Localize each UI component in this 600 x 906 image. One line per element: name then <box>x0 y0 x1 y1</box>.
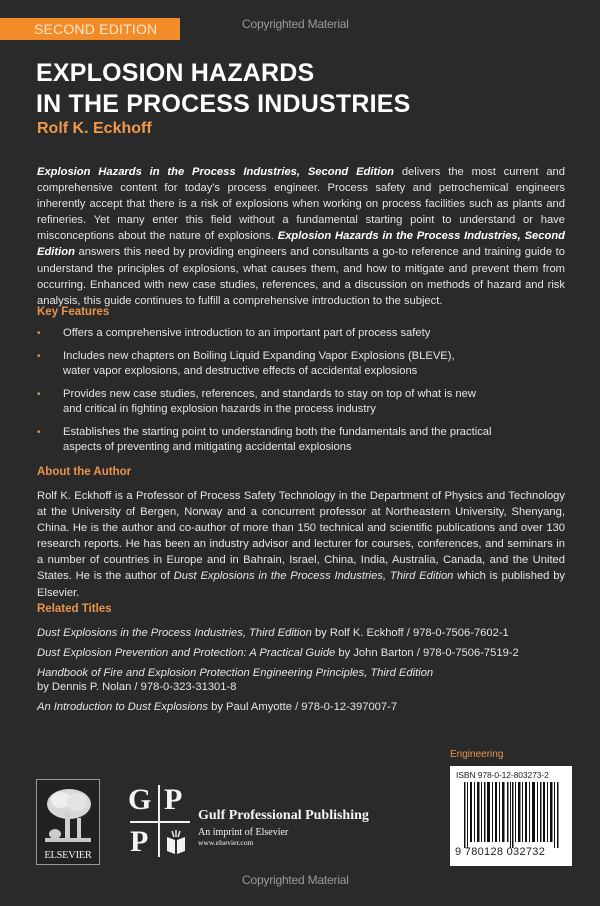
book-title-line-1: EXPLOSION HAZARDS <box>36 59 315 87</box>
description-text-2: answers this need by providing engineers and consultants a go-to reference and training guide to understand the principles of explosions, what causes them, and how to mitigate and prevent them from occurring. Enhanced with new case studies, references, and a discussion on methods of hazard and risk analysis, this guide continues to fulfill a comprehensive introduction to the subject. <box>37 246 565 307</box>
related-title-item: Handbook of Fire and Explosion Protection Engineering Principles, Third Edition by Dennis P. Nolan / 978-0-323-31301-8 <box>37 667 434 693</box>
tree-icon <box>43 786 93 844</box>
related-title-item: Dust Explosion Prevention and Protection: A Practical Guide by John Barton / 978-0-7506-7519-2 <box>37 647 519 659</box>
category-label: Engineering <box>450 749 504 760</box>
book-title <box>36 58 411 120</box>
publisher-name: Gulf Professional Publishing <box>198 808 369 823</box>
gpp-letter-g: G <box>128 783 152 816</box>
elsevier-label: ELSEVIER <box>44 850 92 861</box>
related-title-item: An Introduction to Dust Explosions by Paul Amyotte / 978-0-12-397007-7 <box>37 701 398 713</box>
publisher-imprint: An imprint of Elsevier <box>198 827 289 838</box>
barcode-digits: 9 780128 032732 <box>455 846 546 858</box>
barcode <box>450 766 572 866</box>
key-features-heading: Key Features <box>37 306 110 318</box>
barcode-bars-icon <box>456 782 566 848</box>
bullet-icon: • <box>37 427 41 438</box>
description-book-title-2: Explosion Hazards in the Process Industries, Second Edition <box>37 230 566 259</box>
feature-item: • Includes new chapters on Boiling Liquid Expanding Vapor Explosions (BLEVE), water vapor explosions, and destructive effects of accidental explosions <box>37 350 455 377</box>
about-author-heading: About the Author <box>37 466 132 478</box>
bullet-icon: • <box>37 328 41 339</box>
gpp-letter-p2: P <box>130 825 149 858</box>
author-book-title: Dust Explosions in the Process Industries, Third Edition <box>173 570 454 583</box>
bullet-icon: • <box>37 351 41 362</box>
gpp-divider-vertical <box>158 785 160 857</box>
book-icon <box>166 829 186 855</box>
elsevier-logo <box>36 779 100 865</box>
description-paragraph <box>37 164 565 309</box>
watermark-bottom: Copyrighted Material <box>242 873 349 887</box>
author-name: Rolf K. Eckhoff <box>37 120 152 137</box>
description-text-1: delivers the most current and comprehensive content for today's process engineer. Process safety and petrochemical engineers inherently accept that there is a risk of explosions when working on process facilities such as plants and refineries. Yet many enter this field without a fundamental starting point to understand or have misconceptions about the nature of explosions. <box>37 166 565 243</box>
key-features-list <box>37 326 557 463</box>
gpp-logo <box>128 783 190 859</box>
publisher-info <box>198 808 369 847</box>
related-title-item: Dust Explosions in the Process Industries, Third Edition by Rolf K. Eckhoff / 978-0-7506-7602-1 <box>37 627 509 639</box>
related-titles-heading: Related Titles <box>37 603 112 615</box>
feature-item: • Establishes the starting point to understanding both the fundamentals and the practical aspects of preventing and mitigating accidental explosions <box>37 426 492 453</box>
about-author-text: Rolf K. Eckhoff is a Professor of Process Safety Technology in the Department of Physics and Technology at the University of Bergen, Norway and a concurrent professor at Northeastern University, Shenyang, China. He is the author and co-author of more than 150 technical and scientific publications and over 130 research reports. He has been an industry advisor and lecturer for courses, conferences, and seminars in a number of countries in Europe and in Bahrain, Israel, China, India, Australia, Canada, and the United States. He is the author of Dust Explosions in the Process Industries, Third Edition which is published by Elsevier. <box>37 490 566 599</box>
description-book-title-1: Explosion Hazards in the Process Industries, Second Edition <box>37 166 394 178</box>
feature-item: • Provides new case studies, references, and standards to stay on top of what is new and critical in fighting explosion hazards in the process industry <box>37 388 476 415</box>
edition-label: SECOND EDITION <box>34 21 158 37</box>
bullet-icon: • <box>37 389 41 400</box>
related-titles-list <box>37 626 565 720</box>
description <box>37 164 565 309</box>
book-title-line-2: IN THE PROCESS INDUSTRIES <box>36 90 411 118</box>
gpp-letter-p: P <box>164 783 183 816</box>
isbn-text: ISBN 978-0-12-803273-2 <box>456 770 549 780</box>
watermark-top: Copyrighted Material <box>242 17 349 31</box>
feature-item: • Offers a comprehensive introduction to an important part of process safety <box>37 327 431 339</box>
publisher-url: www.elsevier.com <box>198 838 254 847</box>
edition-band <box>0 18 180 40</box>
gpp-divider-horizontal <box>130 821 190 823</box>
